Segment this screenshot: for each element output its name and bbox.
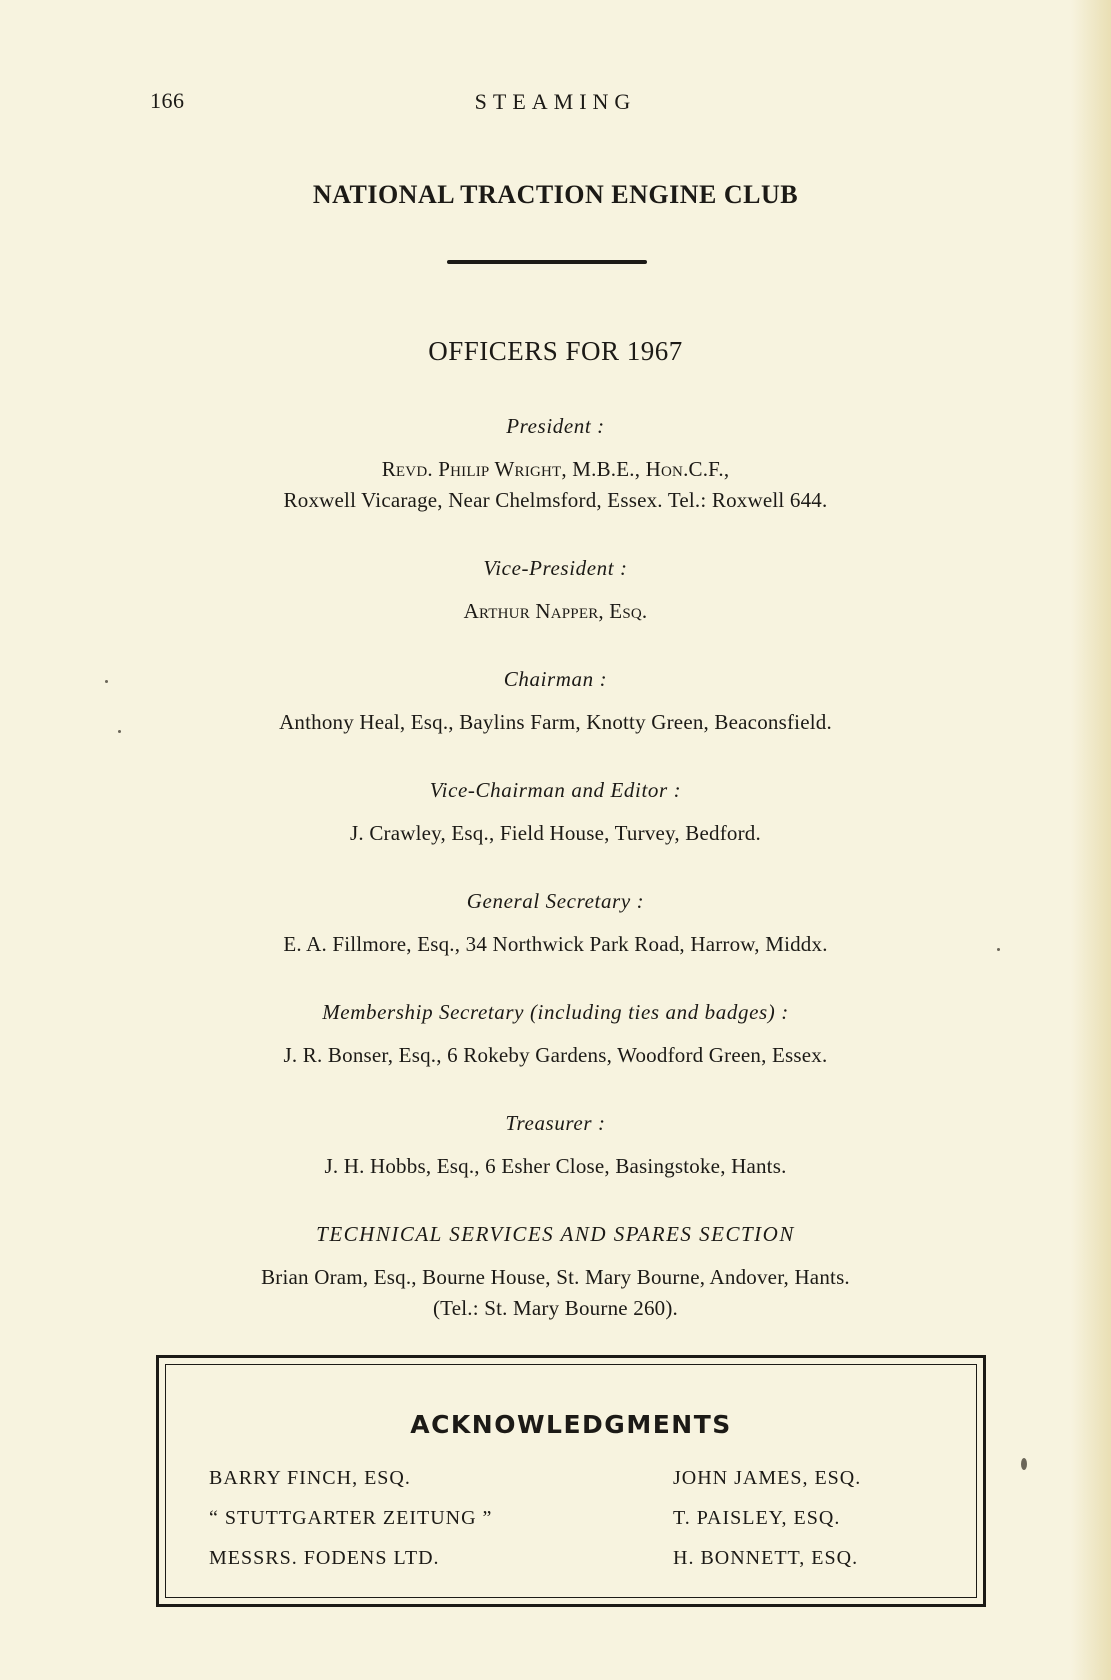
officer-role: President : [506,414,605,438]
technical-section [0,1218,1111,1324]
acknowledgments-box [156,1355,986,1607]
scan-speck [105,680,108,683]
acknowledgment-item: MESSRS. FODENS LTD. [209,1547,440,1569]
scan-speck [997,948,1000,951]
officers-heading: OFFICERS FOR 1967 [428,336,683,366]
officer-holder: Revd. Philip Wright, M.B.E., Hon.C.F., [381,457,730,481]
acknowledgment-item: T. PAISLEY, ESQ. [673,1507,841,1529]
acknowledgment-item: JOHN JAMES, ESQ. [673,1467,862,1489]
officer-role: General Secretary : [466,889,645,913]
officer-general-secretary [0,885,1111,960]
acknowledgment-item: “ STUTTGARTER ZEITUNG ” [209,1507,493,1529]
scan-speck [1021,1458,1027,1470]
technical-section-holder: Brian Oram, Esq., Bourne House, St. Mary Bourne, Andover, Hants. [261,1265,850,1289]
officer-vice-chairman-editor [0,774,1111,849]
acknowledgment-item: BARRY FINCH, ESQ. [209,1467,411,1489]
officer-role: Treasurer : [505,1111,606,1135]
acknowledgment-item: H. BONNETT, ESQ. [673,1547,859,1569]
acknowledgments-right-column [673,1458,861,1578]
officer-chairman [0,663,1111,738]
officer-vice-president [0,552,1111,627]
acknowledgments-left-column [209,1458,492,1578]
page-number: 166 [150,88,185,113]
technical-section-title: TECHNICAL SERVICES AND SPARES SECTION [316,1222,795,1246]
officer-holder: E. A. Fillmore, Esq., 34 Northwick Park Road, Harrow, Middx. [283,932,828,956]
officer-holder: J. H. Hobbs, Esq., 6 Esher Close, Basingstoke, Hants. [324,1154,787,1178]
officer-role: Vice-Chairman and Editor : [429,778,682,802]
running-head: STEAMING [474,89,637,114]
acknowledgments-title: ACKNOWLEDGMENTS [410,1410,732,1439]
technical-section-phone: (Tel.: St. Mary Bourne 260). [432,1296,678,1320]
officer-holder: J. R. Bonser, Esq., 6 Rokeby Gardens, Woodford Green, Essex. [283,1043,828,1067]
officer-membership-secretary [0,996,1111,1071]
officer-president [0,410,1111,516]
officer-role: Membership Secretary (including ties and badges) : [322,1000,789,1024]
officers-list [0,410,1111,1324]
officer-treasurer [0,1107,1111,1182]
officer-role: Chairman : [503,667,608,691]
officer-holder: J. Crawley, Esq., Field House, Turvey, Bedford. [350,821,761,845]
officer-holder: Arthur Napper, Esq. [463,599,648,623]
officer-role: Vice-President : [483,556,628,580]
title-rule [447,260,647,264]
club-title: NATIONAL TRACTION ENGINE CLUB [312,180,799,209]
scan-speck [118,730,121,733]
officer-address: Roxwell Vicarage, Near Chelmsford, Essex. Tel.: Roxwell 644. [283,488,828,512]
officer-holder: Anthony Heal, Esq., Baylins Farm, Knotty Green, Beaconsfield. [279,710,832,734]
